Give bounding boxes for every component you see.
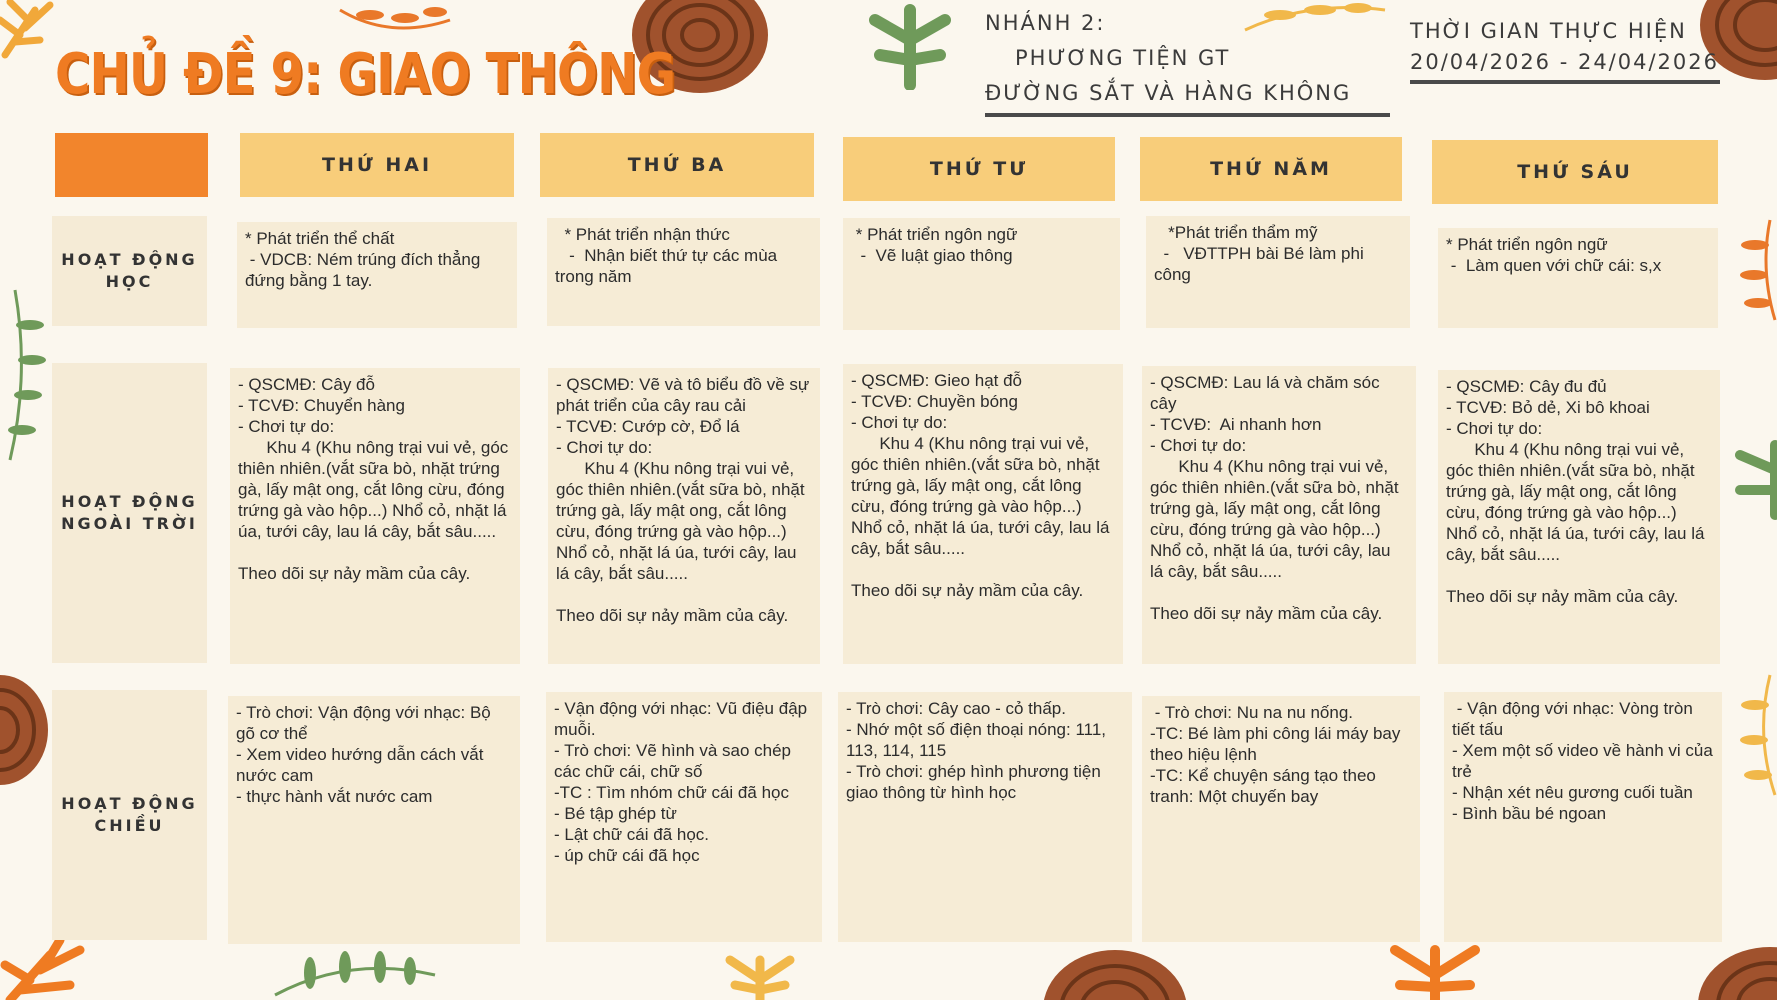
cell-outdoor-wednesday: - QSCMĐ: Gieo hạt đỗ - TCVĐ: Chuyền bóng - Chơi tự do: Khu 4 (Khu nông trại vui vẻ, góc thiên nhiên.(vắt sữa bò, nhặt trứng gà, lấy mật ong, cắt lông cừu, đóng trứng gà vào hộp...) Nhổ cỏ, nhặt lá úa, tưới cây, lau lá cây, bắt sâu..... Theo dõi sự nảy mầm của cây.	[843, 364, 1123, 664]
cell-learning-tuesday: * Phát triển nhận thức - Nhận biết thứ tự các mùa trong năm	[547, 218, 820, 326]
cell-learning-friday: * Phát triển ngôn ngữ - Làm quen với chữ cái: s,x	[1438, 228, 1718, 328]
day-header-monday: THỨ HAI	[240, 133, 514, 197]
cell-outdoor-friday: - QSCMĐ: Cây đu đủ - TCVĐ: Bỏ dẻ, Xi bô khoai - Chơi tự do: Khu 4 (Khu nông trại vui vẻ, góc thiên nhiên.(vắt sữa bò, nhặt trứng gà, lấy mật ong, cắt lông cừu, đóng trứng gà vào hộp...) Nhổ cỏ, nhặt lá úa, tưới cây, lau lá cây, bắt sâu..... Theo dõi sự nảy mầm của cây.	[1438, 370, 1720, 664]
cell-learning-wednesday: * Phát triển ngôn ngữ - Vẽ luật giao thông	[843, 218, 1120, 330]
day-header-thursday: THỨ NĂM	[1140, 137, 1402, 201]
orange-leaf-bottom-icon	[1380, 935, 1490, 1000]
yellow-leaf-right-icon	[1740, 670, 1777, 800]
time-range: 20/04/2026 - 24/04/2026	[1410, 50, 1720, 74]
yellow-leaf-bottom-icon	[720, 950, 800, 1000]
cell-learning-thursday: *Phát triển thẩm mỹ - VĐTTPH bài Bé làm phi công	[1146, 216, 1410, 328]
tree-ring-left-icon	[0, 670, 50, 790]
branch-info	[985, 6, 1390, 117]
day-header-friday: THỨ SÁU	[1432, 140, 1718, 204]
cell-afternoon-thursday: - Trò chơi: Nu na nu nống. -TC: Bé làm phi công lái máy bay theo hiệu lệnh -TC: Kể chuyện sáng tạo theo tranh: Một chuyến bay	[1142, 696, 1420, 942]
time-info	[1410, 16, 1720, 84]
tree-ring-bottom-right-icon	[1690, 940, 1777, 1000]
fern-left-icon	[0, 285, 55, 465]
branch-line-1: NHÁNH 2:	[985, 11, 1106, 35]
branch-line-2: PHƯƠNG TIỆN GT	[1015, 46, 1231, 70]
branch-line-3: ĐƯỜNG SẮT VÀ HÀNG KHÔNG	[985, 81, 1352, 105]
orange-leaf-right-icon	[1740, 215, 1777, 325]
row-label-outdoor: HOẠT ĐỘNG NGOÀI TRỜI	[52, 363, 207, 663]
corner-block	[55, 133, 208, 197]
cell-outdoor-monday: - QSCMĐ: Cây đỗ - TCVĐ: Chuyển hàng - Chơi tự do: Khu 4 (Khu nông trại vui vẻ, góc thiên nhiên.(vắt sữa bò, nhặt trứng gà, lấy mật ong, cắt lông cừu, đóng trứng gà vào hộp...) Nhổ cỏ, nhặt lá úa, tưới cây, lau lá cây, bắt sâu..... Theo dõi sự nảy mầm của cây.	[230, 368, 520, 664]
leaf-bottom-left-icon	[0, 940, 110, 1000]
leaf-decoration-top-icon	[330, 0, 460, 40]
cell-afternoon-friday: - Vận động với nhạc: Vòng tròn tiết tấu - Xem một số video về hành vi của trẻ - Nhận xét nêu gương cuối tuần - Bình bầu bé ngoan	[1444, 692, 1722, 942]
cell-outdoor-tuesday: - QSCMĐ: Vẽ và tô biểu đồ về sự phát triển của cây rau cải - TCVĐ: Cướp cờ, Đổ lá - Chơi tự do: Khu 4 (Khu nông trại vui vẻ, góc thiên nhiên.(vắt sữa bò, nhặt trứng gà, lấy mật ong, cắt lông cừu, đóng trứng gà vào hộp...) Nhổ cỏ, nhặt lá úa, tưới cây, lau lá cây, bắt sâu..... Theo dõi sự nảy mầm của cây.	[548, 368, 820, 664]
cell-learning-monday: * Phát triển thể chất - VDCB: Ném trúng đích thẳng đứng bằng 1 tay.	[237, 222, 517, 328]
fern-bottom-icon	[270, 945, 440, 1000]
green-leaf-top-icon	[860, 0, 960, 90]
cell-afternoon-monday: - Trò chơi: Vận động với nhạc: Bộ gõ cơ thể - Xem video hướng dẫn cách vắt nước cam - thực hành vắt nước cam	[228, 696, 520, 944]
cell-afternoon-wednesday: - Trò chơi: Cây cao - cỏ thấp. - Nhớ một số điện thoại nóng: 111, 113, 114, 115 - Trò chơi: ghép hình phương tiện giao thông từ hình học	[838, 692, 1132, 942]
cell-outdoor-thursday: - QSCMĐ: Lau lá và chăm sóc cây - TCVĐ: Ai nhanh hơn - Chơi tự do: Khu 4 (Khu nông trại vui vẻ, góc thiên nhiên.(vắt sữa bò, nhặt trứng gà, lấy mật ong, cắt lông cừu, đóng trứng gà vào hộp...) Nhổ cỏ, nhặt lá úa, tưới cây, lau lá cây, bắt sâu..... Theo dõi sự nảy mầm của cây.	[1142, 366, 1416, 664]
tree-ring-bottom-icon	[1040, 945, 1190, 1000]
cell-afternoon-tuesday: - Vận động với nhạc: Vũ điệu đập muỗi. - Trò chơi: Vẽ hình và sao chép các chữ cái, chữ số -TC : Tìm nhóm chữ cái đã học - Bé tập ghép từ - Lật chữ cái đã học. - úp chữ cái đã học	[546, 692, 822, 942]
green-leaf-right-icon	[1735, 440, 1777, 520]
time-label: THỜI GIAN THỰC HIỆN	[1410, 19, 1687, 43]
row-label-learning: HOẠT ĐỘNG HỌC	[52, 216, 207, 326]
row-label-afternoon: HOẠT ĐỘNG CHIỀU	[52, 690, 207, 940]
page-title: CHỦ ĐỀ 9: GIAO THÔNG	[55, 42, 676, 107]
day-header-tuesday: THỨ BA	[540, 133, 814, 197]
day-header-wednesday: THỨ TƯ	[843, 137, 1115, 201]
